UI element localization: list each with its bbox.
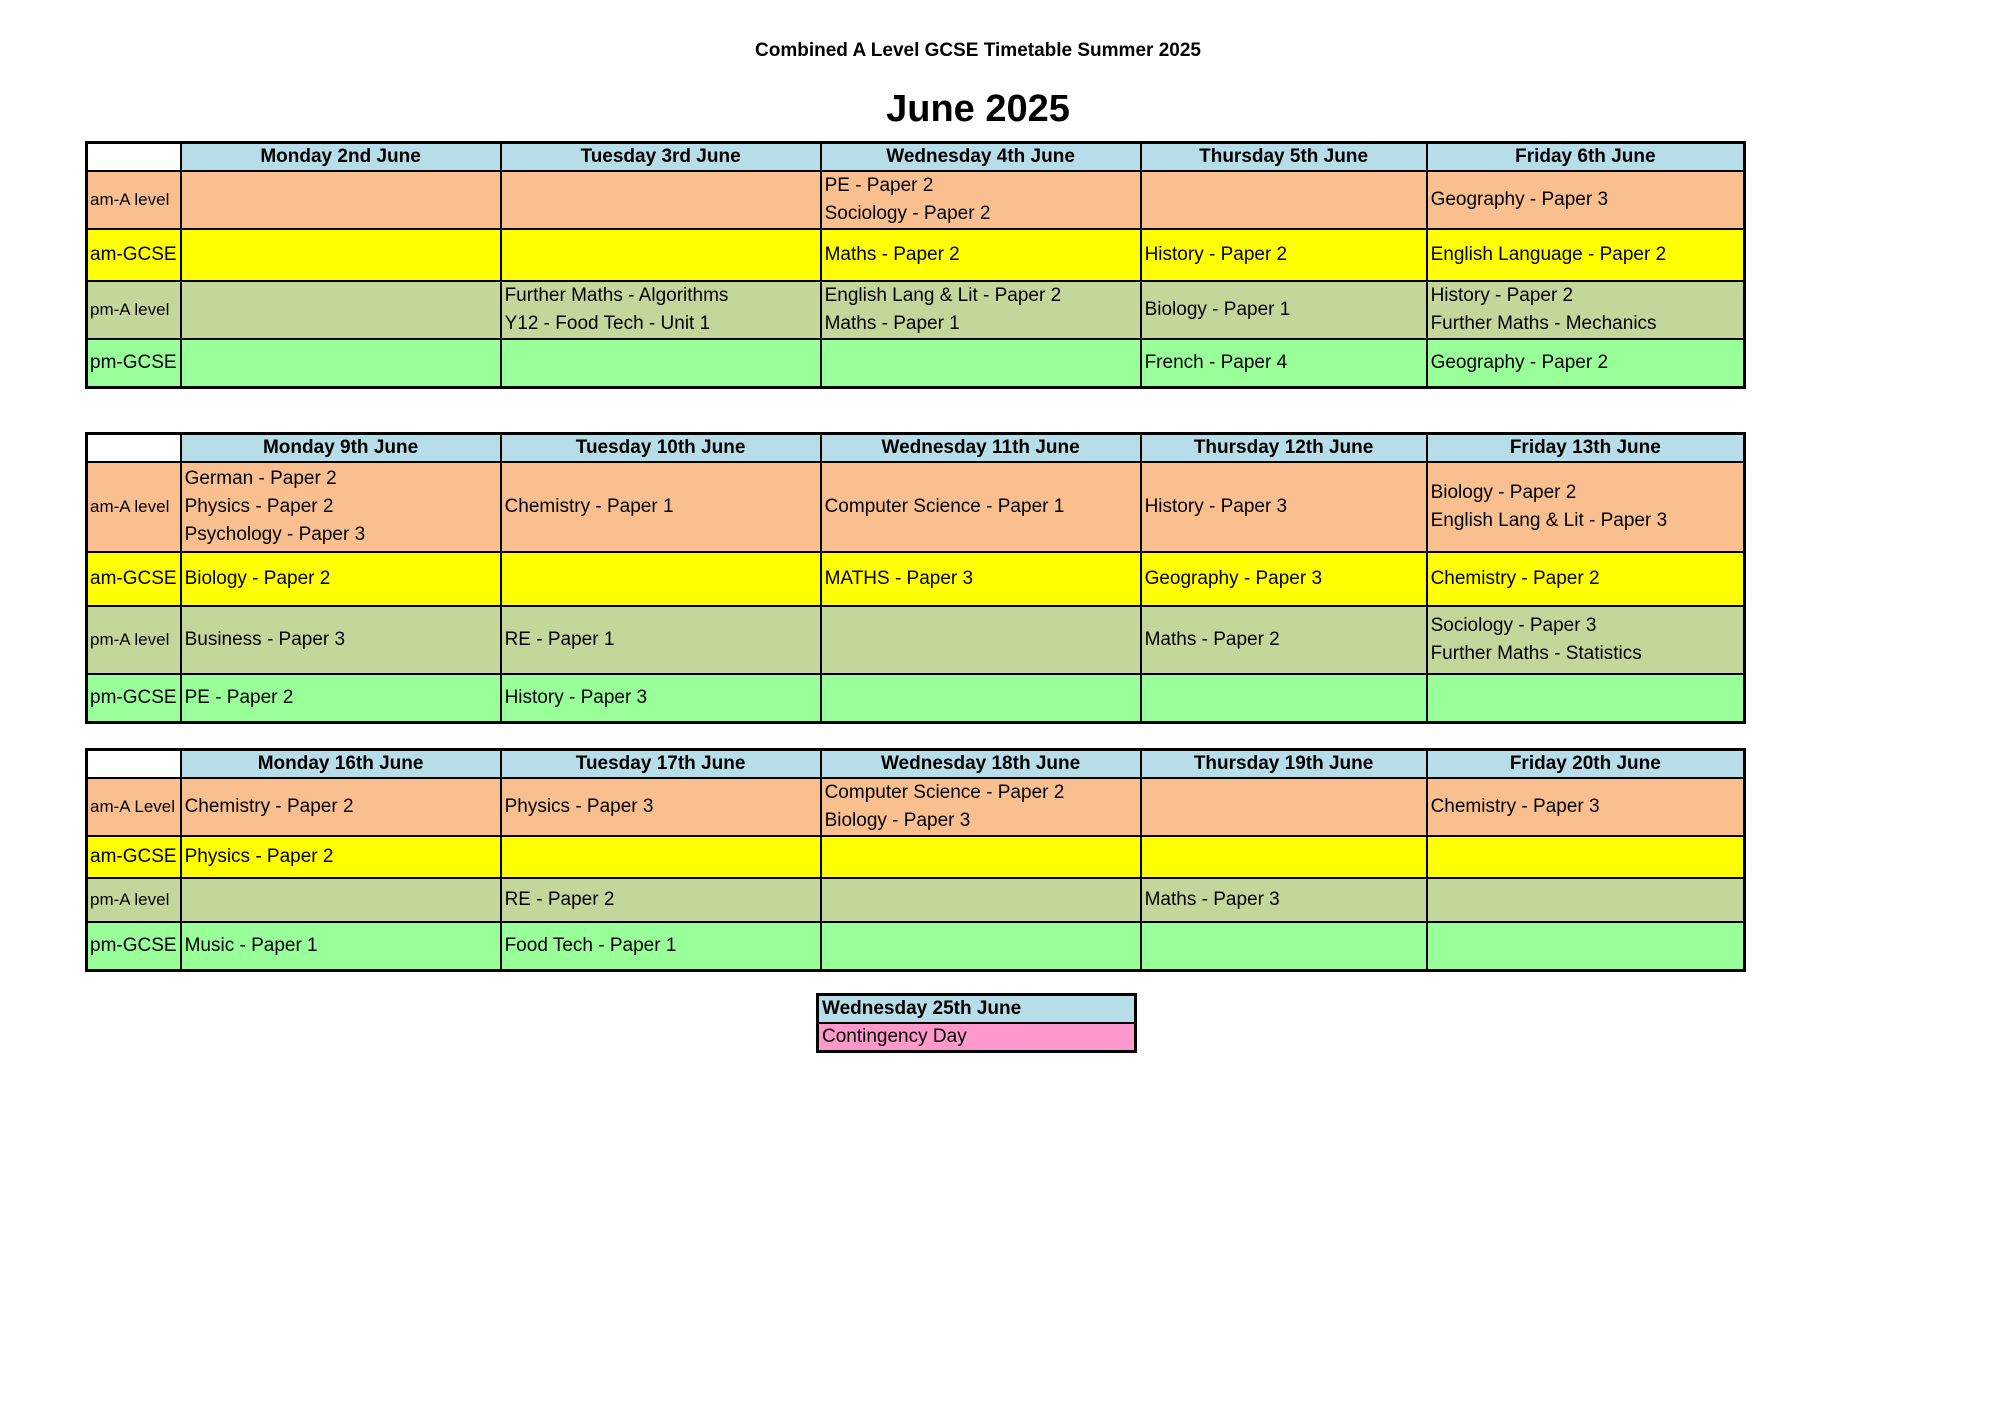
- pm-gcse-row: [87, 922, 1745, 970]
- day-header: Tuesday 3rd June: [501, 143, 821, 172]
- day-header: Thursday 12th June: [1141, 434, 1427, 463]
- week-2-timetable: [85, 432, 1746, 724]
- exam-cell: [1141, 171, 1427, 229]
- exam-cell: [1427, 674, 1745, 722]
- am-gcse-row: [87, 229, 1745, 281]
- session-label: am-A level: [87, 462, 181, 552]
- exam-entry: Maths - Paper 2: [1144, 629, 1280, 650]
- day-header: Friday 20th June: [1427, 750, 1745, 779]
- pm-gcse-row: [87, 339, 1745, 387]
- am-gcse-row: [87, 836, 1745, 878]
- pm-gcse-row: [87, 674, 1745, 722]
- exam-entry: German - Paper 2: [184, 468, 337, 489]
- session-label: pm-A level: [87, 606, 181, 674]
- exam-entry: RE - Paper 2: [504, 889, 615, 910]
- session-label: pm-GCSE: [87, 674, 181, 722]
- session-label: pm-GCSE: [87, 922, 181, 970]
- exam-entry: Chemistry - Paper 2: [1430, 568, 1600, 589]
- exam-cell: [501, 606, 821, 674]
- day-header: Monday 2nd June: [181, 143, 501, 172]
- am-gcse-row: [87, 552, 1745, 606]
- day-header: Wednesday 11th June: [821, 434, 1141, 463]
- exam-cell: [1427, 606, 1745, 674]
- exam-cell: [821, 922, 1141, 970]
- week-3-timetable: [85, 748, 1746, 972]
- exam-entry: Physics - Paper 2: [184, 846, 334, 867]
- exam-entry: Biology - Paper 2: [1430, 482, 1577, 503]
- exam-cell: [1427, 339, 1745, 387]
- exam-entry: MATHS - Paper 3: [824, 568, 974, 589]
- exam-cell: [1141, 878, 1427, 922]
- exam-cell: [821, 171, 1141, 229]
- exam-entry: History - Paper 2: [1430, 285, 1574, 306]
- exam-cell: [821, 606, 1141, 674]
- pm-a-level-row: [87, 878, 1745, 922]
- exam-cell: [501, 552, 821, 606]
- exam-entry: Chemistry - Paper 2: [184, 796, 354, 817]
- exam-cell: [1427, 281, 1745, 339]
- exam-entry: Sociology - Paper 3: [1430, 615, 1597, 636]
- exam-cell: [1427, 922, 1745, 970]
- exam-entry: Biology - Paper 1: [1144, 299, 1291, 320]
- exam-entry: Maths - Paper 3: [1144, 889, 1280, 910]
- day-header: Tuesday 17th June: [501, 750, 821, 779]
- exam-cell: [1141, 552, 1427, 606]
- exam-cell: [1141, 922, 1427, 970]
- exam-entry: Geography - Paper 3: [1144, 568, 1323, 589]
- exam-entry: French - Paper 4: [1144, 351, 1288, 373]
- contingency-label: Contingency Day: [818, 1023, 1136, 1052]
- exam-cell: [1141, 339, 1427, 387]
- day-header: Friday 6th June: [1427, 143, 1745, 172]
- session-label: pm-A level: [87, 878, 181, 922]
- am-a-level-row: [87, 462, 1745, 552]
- exam-entry: Geography - Paper 2: [1430, 351, 1609, 373]
- session-label: am-GCSE: [87, 229, 181, 281]
- pm-a-level-row: [87, 281, 1745, 339]
- exam-cell: [501, 462, 821, 552]
- day-header: Thursday 19th June: [1141, 750, 1427, 779]
- exam-cell: [1427, 878, 1745, 922]
- exam-cell: [1427, 462, 1745, 552]
- month-title: June 2025: [886, 88, 1070, 130]
- exam-cell: [821, 339, 1141, 387]
- session-label: am-GCSE: [87, 836, 181, 878]
- exam-cell: [181, 552, 501, 606]
- exam-cell: [1141, 281, 1427, 339]
- document-title: Combined A Level GCSE Timetable Summer 2025: [755, 40, 1201, 61]
- exam-entry: Further Maths - Statistics: [1430, 643, 1642, 664]
- day-header: Tuesday 10th June: [501, 434, 821, 463]
- exam-entry: Maths - Paper 1: [824, 313, 960, 334]
- exam-cell: [1141, 674, 1427, 722]
- exam-cell: [1141, 778, 1427, 836]
- exam-cell: [821, 878, 1141, 922]
- exam-cell: [821, 778, 1141, 836]
- exam-cell: [181, 171, 501, 229]
- exam-cell: [1427, 836, 1745, 878]
- corner-cell: [87, 434, 181, 463]
- exam-entry: RE - Paper 1: [504, 629, 615, 650]
- exam-cell: [1141, 229, 1427, 281]
- week-1-timetable: [85, 141, 1746, 389]
- exam-cell: [1141, 606, 1427, 674]
- exam-cell: [821, 229, 1141, 281]
- exam-cell: [501, 778, 821, 836]
- day-header: Wednesday 4th June: [821, 143, 1141, 172]
- exam-cell: [821, 674, 1141, 722]
- exam-cell: [501, 674, 821, 722]
- exam-cell: [1141, 836, 1427, 878]
- exam-cell: [821, 836, 1141, 878]
- day-header-row: [87, 750, 1745, 779]
- exam-cell: [181, 339, 501, 387]
- exam-cell: [181, 878, 501, 922]
- exam-cell: [1427, 778, 1745, 836]
- exam-cell: [1427, 171, 1745, 229]
- exam-cell: [501, 171, 821, 229]
- exam-cell: [501, 281, 821, 339]
- exam-cell: [501, 878, 821, 922]
- exam-cell: [181, 922, 501, 970]
- am-a-level-row: [87, 171, 1745, 229]
- exam-cell: [181, 462, 501, 552]
- exam-entry: English Lang & Lit - Paper 3: [1430, 510, 1668, 531]
- exam-entry: Maths - Paper 2: [824, 244, 960, 265]
- exam-entry: Further Maths - Mechanics: [1430, 313, 1657, 334]
- exam-entry: English Language - Paper 2: [1430, 244, 1667, 265]
- exam-cell: [181, 674, 501, 722]
- exam-entry: PE - Paper 2: [824, 175, 934, 196]
- exam-cell: [181, 606, 501, 674]
- exam-entry: Computer Science - Paper 1: [824, 496, 1065, 517]
- exam-entry: Music - Paper 1: [184, 934, 318, 956]
- exam-entry: Physics - Paper 3: [504, 796, 654, 817]
- exam-cell: [501, 339, 821, 387]
- corner-cell: [87, 750, 181, 779]
- exam-cell: [181, 778, 501, 836]
- exam-cell: [821, 462, 1141, 552]
- exam-entry: Psychology - Paper 3: [184, 524, 366, 545]
- exam-entry: Food Tech - Paper 1: [504, 934, 677, 956]
- exam-entry: PE - Paper 2: [184, 686, 294, 708]
- exam-cell: [501, 922, 821, 970]
- exam-entry: Geography - Paper 3: [1430, 189, 1609, 210]
- exam-entry: History - Paper 3: [504, 686, 648, 708]
- session-label: am-A Level: [87, 778, 181, 836]
- contingency-day: Wednesday 25th June: [818, 995, 1136, 1024]
- day-header-row: [87, 434, 1745, 463]
- exam-entry: English Lang & Lit - Paper 2: [824, 285, 1062, 306]
- exam-entry: Biology - Paper 2: [184, 568, 331, 589]
- exam-cell: [181, 281, 501, 339]
- day-header: Monday 9th June: [181, 434, 501, 463]
- exam-entry: Physics - Paper 2: [184, 496, 334, 517]
- contingency-table: [816, 993, 1137, 1053]
- exam-cell: [821, 281, 1141, 339]
- corner-cell: [87, 143, 181, 172]
- am-a-level-row: [87, 778, 1745, 836]
- day-header-row: [87, 143, 1745, 172]
- exam-entry: History - Paper 2: [1144, 244, 1288, 265]
- exam-entry: Chemistry - Paper 3: [1430, 796, 1600, 817]
- session-label: pm-GCSE: [87, 339, 181, 387]
- exam-entry: Business - Paper 3: [184, 629, 346, 650]
- exam-entry: Further Maths - Algorithms: [504, 285, 729, 306]
- session-label: am-GCSE: [87, 552, 181, 606]
- pm-a-level-row: [87, 606, 1745, 674]
- exam-cell: [1427, 229, 1745, 281]
- exam-entry: Biology - Paper 3: [824, 810, 971, 831]
- exam-cell: [1141, 462, 1427, 552]
- exam-entry: History - Paper 3: [1144, 496, 1288, 517]
- day-header: Friday 13th June: [1427, 434, 1745, 463]
- exam-entry: Y12 - Food Tech - Unit 1: [504, 313, 711, 334]
- exam-entry: Computer Science - Paper 2: [824, 782, 1065, 803]
- day-header: Monday 16th June: [181, 750, 501, 779]
- session-label: pm-A level: [87, 281, 181, 339]
- exam-cell: [821, 552, 1141, 606]
- exam-cell: [501, 229, 821, 281]
- exam-entry: Sociology - Paper 2: [824, 203, 991, 224]
- exam-cell: [1427, 552, 1745, 606]
- exam-entry: Chemistry - Paper 1: [504, 496, 674, 517]
- session-label: am-A level: [87, 171, 181, 229]
- exam-cell: [181, 836, 501, 878]
- day-header: Thursday 5th June: [1141, 143, 1427, 172]
- exam-cell: [181, 229, 501, 281]
- exam-cell: [501, 836, 821, 878]
- day-header: Wednesday 18th June: [821, 750, 1141, 779]
